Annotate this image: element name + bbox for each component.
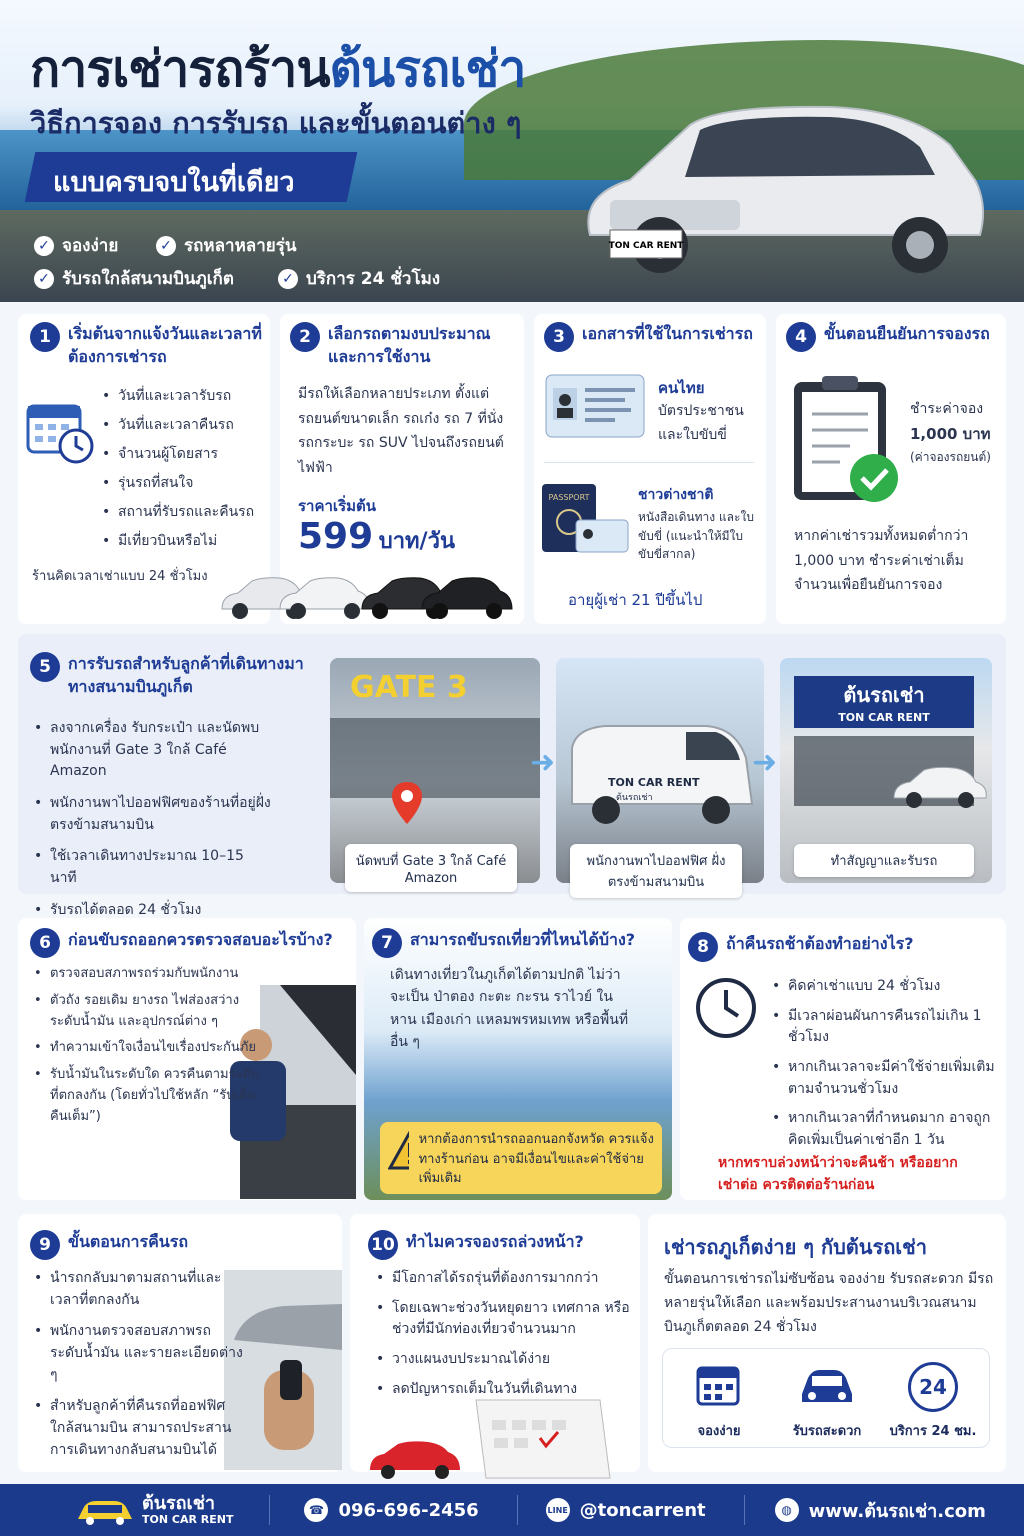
map-pin-icon (390, 780, 424, 826)
footer-brand (142, 1494, 233, 1526)
section-2-desc: มีรถให้เลือกหลายประเภท ตั้งแต่รถยนต์ขนาดเล็ก รถเก๋ง รถ 7 ที่นั่ง รถกระบะ รถ SUV ไปจนถึงรถยนต์ไฟฟ้า (298, 386, 504, 476)
booking-fee (910, 398, 991, 468)
list-item: • สำหรับลูกค้าที่คืนรถที่ออฟฟิศใกล้สนามบิน สามารถประสานการเดินทางกลับสนามบินได้ (34, 1396, 246, 1461)
section-8-header (688, 932, 1004, 962)
step-number: 10 (368, 1230, 398, 1260)
list-item: • หากเกินเวลาจะมีค่าใช้จ่ายเพิ่มเติมตามจำนวนชั่วโมง (772, 1057, 996, 1100)
section-1-list (102, 388, 272, 559)
thai-doc-desc: บัตรประชาชนและใบขับขี่ (658, 403, 744, 443)
caption-meet-gate: นัดพบที่ Gate 3 ใกล้ Café Amazon (345, 844, 517, 892)
list-item: • มีโอกาสได้รถรุ่นที่ต้องการมากกว่า (376, 1268, 634, 1290)
warning-box (380, 1122, 662, 1194)
list-item: • วางแผนงบประมาณได้ง่าย (376, 1349, 634, 1371)
list-item: • คิดค่าเช่าแบบ 24 ชั่วโมง (772, 976, 996, 998)
list-item: • มีเที่ยวบินหรือไม่ (102, 533, 272, 549)
divider (544, 462, 754, 463)
shop-sign-en: TON CAR RENT (838, 711, 930, 724)
globe-icon: ◍ (775, 1498, 799, 1522)
summary-icon-label-24h: บริการ 24 ชม. (889, 1424, 977, 1439)
section-9-header (30, 1230, 330, 1260)
logo-car-icon (74, 1495, 136, 1525)
list-item: • ตัวถัง รอยเดิม ยางรถ ไฟส่องสว่าง ระดับน้ำมัน และอุปกรณ์ต่าง ๆ (34, 991, 260, 1033)
list-item: • โดยเฉพาะช่วงวันหยุดยาว เทศกาล หรือช่วงที่มีนักท่องเที่ยวจำนวนมาก (376, 1298, 634, 1341)
step-number: 1 (30, 322, 60, 352)
shop-sign-th: ต้นรถเช่า (843, 683, 925, 707)
price-unit: บาท/วัน (378, 529, 455, 554)
section-5-list (34, 718, 274, 931)
ribbon-banner: แบบครบจบในที่เดียว (25, 152, 358, 202)
hero-banner (0, 0, 1024, 302)
step-number: 4 (786, 322, 816, 352)
list-item: • รุ่นรถที่สนใจ (102, 475, 272, 491)
section-6-list (34, 964, 260, 1137)
list-item: • ลงจากเครื่อง รับกระเป๋า และนัดพบพนักงานที่ Gate 3 ใกล้ Café Amazon (34, 718, 274, 783)
list-item: • จำนวนผู้โดยสาร (102, 446, 272, 462)
step-number: 7 (372, 928, 402, 958)
calendar-icon (696, 1362, 740, 1406)
section-9-title: ขั้นตอนการคืนรถ (68, 1232, 188, 1251)
footer-website: www.ต้นรถเช่า.com (808, 1500, 986, 1522)
section-7-desc: เดินทางเที่ยวในภูเก็ตได้ตามปกติ ไม่ว่าจะเป็น ป่าตอง กะตะ กะรน ราไวย์ ในหาน เมืองเก่า แหลมพรหมเทพ หรือพื้นที่อื่น ๆ (390, 967, 629, 1051)
section-3-header (544, 322, 764, 352)
car-lineup-image (218, 565, 518, 623)
check-icon: ✓ (278, 269, 298, 289)
list-item: • สถานที่รับรถและคืนรถ (102, 504, 272, 520)
step-number: 2 (290, 322, 320, 352)
section-7-header (372, 928, 668, 958)
check-icon: ✓ (34, 269, 54, 289)
section-4-header (786, 322, 1004, 352)
list-item: • รับน้ำมันในระดับใด ควรคืนตามระดับที่ตกลงกัน (โดยทั่วไปใช้หลัก “รับเต็ม คืนเต็ม”) (34, 1065, 260, 1127)
van-brand-text: TON CAR RENT (608, 776, 700, 789)
clipboard-check-icon (790, 374, 900, 504)
footer-line-link[interactable] (546, 1498, 706, 1522)
footer-line: @toncarrent (579, 1499, 706, 1521)
section-10-list (376, 1268, 634, 1409)
list-item: • รับรถได้ตลอด 24 ชั่วโมง (34, 900, 274, 922)
feature-many-models: ✓ รถหลาหลายรุ่น (156, 232, 296, 259)
summary-desc: ขั้นตอนการเช่ารถไม่ซับซ้อน จองง่าย รับรถสะดวก มีรถหลายรุ่นให้เลือก และพร้อมประสานงานบริเวณสนามบินภูเก็ตตลอด 24 ชั่วโมง (664, 1271, 994, 1335)
price-number: 599 (298, 516, 374, 557)
footer-brand-en: TON CAR RENT (142, 1512, 234, 1526)
age-requirement: อายุผู้เช่า 21 ปีขึ้นไป (568, 591, 703, 609)
summary-title: เช่ารถภูเก็ตง่าย ๆ กับต้นรถเช่า (664, 1235, 927, 1259)
warning-icon (388, 1130, 409, 1170)
arrow-right-icon: ➜ (530, 745, 556, 780)
passport-label: PASSPORT (548, 493, 590, 502)
shop-signboard (794, 676, 974, 728)
list-item: • มีเวลาผ่อนผันการคืนรถไม่เกิน 1 ชั่วโมง (772, 1006, 996, 1049)
section-1-note: ร้านคิดเวลาเช่าแบบ 24 ชั่วโมง (32, 569, 208, 584)
shop-car-image (890, 758, 990, 808)
list-item: • พนักงานตรวจสอบสภาพรถ ระดับน้ำมัน และรายละเอียดต่าง ๆ (34, 1321, 246, 1386)
check-icon: ✓ (156, 236, 176, 256)
section-5-header (30, 652, 320, 698)
list-item: • พนักงานพาไปออฟฟิศของร้านที่อยู่ฝั่งตรงข้ามสนามบิน (34, 793, 274, 836)
list-item: • ลดปัญหารถเต็มในวันที่เดินทาง (376, 1379, 634, 1401)
section-1-header (30, 322, 266, 368)
caption-staff-escort: พนักงานพาไปออฟฟิศ ฝั่งตรงข้ามสนามบิน (570, 844, 742, 898)
feature-airport-pickup: ✓ รับรถใกล้สนามบินภูเก็ต (34, 265, 234, 292)
foreign-doc-desc: หนังสือเดินทาง และใบขับขี่ (แนะนำให้มีใบขับขี่สากล) (638, 510, 754, 562)
list-item: • หากเกินเวลาที่กำหนดมาก อาจถูกคิดเพิ่มเป็นค่าเช่าอีก 1 วัน (772, 1108, 996, 1151)
section-9-list (34, 1268, 246, 1471)
car-icon (798, 1364, 856, 1406)
section-6-header (30, 928, 350, 958)
warning-text: หากต้องการนำรถออกนอกจังหวัด ควรแจ้งทางร้านก่อน อาจมีเงื่อนไขและค่าใช้จ่ายเพิ่มเติม (418, 1132, 654, 1186)
line-icon: LINE (546, 1498, 570, 1522)
id-card-icon (545, 374, 645, 438)
section-1-title: เริ่มต้นจากแจ้งวันและเวลาที่ต้องการเช่ารถ (68, 324, 262, 367)
arrow-right-icon: ➜ (752, 745, 778, 780)
step-number: 9 (30, 1230, 60, 1260)
price-value (298, 516, 455, 558)
hero-car-image (570, 85, 990, 275)
thai-doc-title: คนไทย (658, 379, 705, 397)
list-item: • นำรถกลับมาตามสถานที่และเวลาที่ตกลงกัน (34, 1268, 246, 1311)
footer-phone-link[interactable] (304, 1498, 478, 1522)
caption-contract-pickup: ทำสัญญาและรับรถ (794, 844, 974, 877)
footer-phone: 096-696-2456 (338, 1499, 479, 1521)
page-title: การเช่ารถร้านต้นรถเช่า (30, 40, 526, 98)
late-return-note: หากทราบล่วงหน้าว่าจะคืนช้า หรืออยากเช่าต่อ ควรติดต่อร้านก่อน (718, 1155, 958, 1194)
fee-amount: 1,000 บาท (910, 424, 991, 443)
fee-label: ชำระค่าจอง (910, 401, 984, 417)
section-2-title: เลือกรถตามงบประมาณและการใช้งาน (328, 324, 491, 367)
section-2-header (290, 322, 518, 368)
section-10-title: ทำไมควรจองรถล่วงหน้า? (406, 1232, 584, 1251)
list-item: • ทำความเข้าใจเงื่อนไขเรื่องประกันภัย (34, 1038, 260, 1059)
list-item: • ใช้เวลาเดินทางประมาณ 10–15 นาที (34, 846, 274, 889)
van-brand-text-th: ต้นรถเช่า (616, 793, 653, 803)
gate-sign: GATE 3 (350, 670, 468, 705)
section-7-title: สามารถขับรถเที่ยวที่ไหนได้บ้าง? (410, 930, 636, 949)
phone-icon: ☎ (304, 1498, 328, 1522)
price-label: ราคาเริ่มต้น (298, 497, 377, 515)
page-subtitle: วิธีการจอง การรับรถ และขั้นตอนต่าง ๆ (30, 106, 522, 140)
van-image (566, 718, 756, 828)
section-3-title: เอกสารที่ใช้ในการเช่ารถ (582, 324, 753, 343)
list-item: • ตรวจสอบสภาพรถร่วมกับพนักงาน (34, 964, 260, 985)
hero-plate-text: TON CAR RENT (608, 241, 684, 251)
footer-website-link[interactable] (775, 1496, 986, 1525)
step-number: 6 (30, 928, 60, 958)
section-4-title: ขั้นตอนยืนยันการจองรถ (824, 324, 990, 343)
calendar-clock-icon (26, 398, 96, 466)
feature-easy-booking: ✓ จองง่าย (34, 232, 118, 259)
footer-brand-th: ต้นรถเช่า (142, 1493, 216, 1515)
calendar-car-image (366, 1394, 616, 1480)
section-3-card (534, 314, 766, 624)
section-8-title: ถ้าคืนรถช้าต้องทำอย่างไร? (726, 934, 914, 953)
section-6-title: ก่อนขับรถออกควรตรวจสอบอะไรบ้าง? (68, 930, 333, 949)
clock-icon (694, 976, 758, 1040)
summary-icon-label-pickup: รับรถสะดวก (792, 1424, 862, 1439)
foreign-doc-title: ชาวต่างชาติ (638, 487, 714, 503)
section-5-title: การรับรถสำหรับลูกค้าที่เดินทางมาทางสนามบินภูเก็ต (68, 654, 304, 697)
step-number: 3 (544, 322, 574, 352)
step-number: 5 (30, 652, 60, 682)
24h-icon: 24 (908, 1362, 958, 1412)
list-item: • วันที่และเวลารับรถ (102, 388, 272, 404)
footer-bar (0, 1484, 1024, 1536)
list-item: • วันที่และเวลาคืนรถ (102, 417, 272, 433)
summary-icon-label-booking: จองง่าย (697, 1424, 741, 1439)
check-icon: ✓ (34, 236, 54, 256)
section-4-desc: หากค่าเช่ารวมทั้งหมดต่ำกว่า 1,000 บาท ชำระค่าเช่าเต็มจำนวนเพื่อยืนยันการจอง (794, 528, 969, 593)
section-8-list (772, 976, 996, 1161)
section-10-header (368, 1230, 638, 1260)
passport-icon (540, 480, 630, 554)
step-number: 8 (688, 932, 718, 962)
fee-note: (ค่าจองรถยนต์) (910, 450, 991, 465)
feature-24h-service: ✓ บริการ 24 ชั่วโมง (278, 265, 440, 292)
